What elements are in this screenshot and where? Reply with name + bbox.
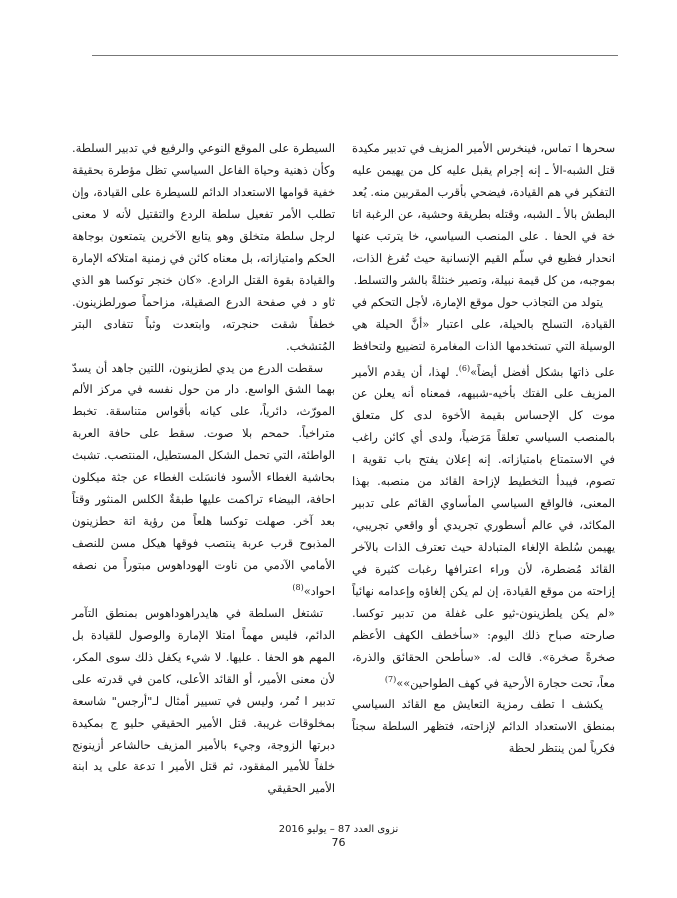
left-column (72, 138, 335, 800)
paragraph-text: سقطت الدرع من يدي لطزينون، اللتين جاهد أن يسدّ بهما الشق الواسع. دار من حول نفسه في مركز الألم المورّث، دائرياً، على كيانه بأقواس متناسقة. تخبط متراخياً. حمحم بلا صوت. سقط على حافة العربة الواطئة، التي تحمل الشكل المستطيل، المنتصب. تشبث بحاشية الغطاء الأسود فانسَلت الغطاء عن جثة ميكلون احافة، البيضاء تراكمت عليها طبقةٌ الكلس المنثور وقتاً بعد آخر. صهلت توكسا هلعاً من رؤية اتة حطزينون المذبوح قرب عربة ينتصب فوقها هيكل مسن للنصف الأمامي الآدمي من ناوت الهوداهوس مبتوراً من نصفه احواد» (72, 360, 335, 598)
paragraph: يكشف ا تطف رمزية التعايش مع القائد السياسي بمنطق الاستعداد الدائم لإزاحته، فتظهر السلطة سجناً فكرياً لمن ينتظر لحظة (352, 697, 615, 756)
footnote-marker: (8) (292, 583, 304, 593)
footnote-marker: (6) (458, 363, 471, 373)
paragraph: السيطرة على الموقع النوعي والرفيع في تدبير السلطة. وكأن ذهنية وحياة الفاعل السياسي تظل مؤطرة بحقيقة خفية قوامها الاستعداد الدائم للسيطرة على القيادة، وإن تطلب الأمر تفعيل سلطة الردع والتقتيل لأنه لا معنى لرجل سلطة متخلق وهو يتابع الآخرين يتمتعون بوجاهة الحكم وامتيازاته، بل معناه كائن في زمنية امتلاكه الإمارة والقيادة بقوة القتل الرادع. «كان خنجر توكسا هو الذي ثاو د في صفحة الدرع الصقيلة، مزاحماً صورلطزينون. خطفاً شقت حنجرته، وابتعدت وثباً تتفادى البتر المُتشخب. (72, 141, 335, 353)
paragraph (352, 292, 615, 695)
footnote-marker: (7) (384, 674, 397, 684)
page-number: 76 (331, 836, 346, 849)
paragraph: تشتغل السلطة في هايدراهوداهوس بمنطق التآمر الدائم، فليس مهماً امتلا الإمارة والوصول للقيادة بل المهم هو الحفا . عليها. لا شيء يكفل ذلك سوى المكر، لأن معنى الأمير، أو القائد الأعلى، كامن في قدرته على تدبير ا تُمر، وليس في تسيير أمثال لـ"أرجس" شاسعة بمخلوقات غريبة. قتل الأمير الحقيقي حليو ج بمكيدة دبرتها الزوجة، وجيء بالأمير المزيف حالشاعر أزينونج خلفاً للأمير المفقود، ثم قتل الأمير ا تدعة على يد ابنة الأمير الحقيقي (72, 605, 335, 796)
issue-info: نزوى العدد 87 – يوليو 2016 (278, 824, 399, 835)
paragraph-text: يتولد من التجاذب حول موقع الإمارة، لأجل التحكم في القيادة، التسلح بالحيلة، على اعتبار «أنَّ الحيلة هي الوسيلة التي تستخدمها الذات المغامرة لتضييع ولتحافظ على ذاتها بشكل أفضل أيضاً» (352, 294, 615, 379)
right-column (352, 138, 615, 760)
paragraph (72, 358, 335, 603)
header-rule (92, 55, 618, 56)
paragraph: سحرها ا تماس، فينخرس الأمير المزيف في تدبير مكيدة قتل الشبه-الأ ـ إنه إجرام يقبل عليه كل من يهيمن عليه التفكير في هم القيادة، فيضحي بأقرب المقربين منه. يُعد البطش بالأ ـ الشبه، وقتله بطريقة وحشية، عن الرغبة اتا خة في الحفا . على المنصب السياسي، خا يترتب عنها انحدار فظيع في سلّم القيم الإنسانية حيث تُفرغ الذات، بموجبه، من كل قيمة نبيلة، وتصير خنثلةً بالشر والتسلط. (352, 141, 615, 287)
paragraph-text: . لهذا، أن يقدم الأمير المزيف على الفتك بأخيه-شبيهه، فمعناه أنه يعلن عن موت كل الإحساس بقيمة الأخوة لدى كل متعلق بالمنصب السياسي تعلقاً مَرَضياً، ولدى أي كائن راغب في الاستمتاع بامتيازاته. إنه إعلان يفتح باب تقوية ا تصوم، فيبدأ التخطيط لإزاحة القائد من منصبه. بهذا المعنى، فالواقع السياسي المأساوي القائم على تدبير المكائد، في عالم أسطوري تجريدي أو واقعي تجريبي، يهيمن سُلطة الإلغاء المتبادلة حيث تعترف الذات بالآخر القائد مُضطرة، لأن وراء اعترافها رغبات كثيرة في إزاحته من موقع القيادة، إن لم يكن إلغاؤه وإعدامه نهائياً «لم يكن يلطزينون-ثيو على غفلة من تدبير توكسا. صارحته صباح ذلك اليوم: «سأخطف الكهف الأعظم صخرةً صخرة». قالت له. «سأطحن الحقائق والذرة، معاً، تحت حجارة الأرحية في كهف الطواحين»» (352, 364, 615, 690)
